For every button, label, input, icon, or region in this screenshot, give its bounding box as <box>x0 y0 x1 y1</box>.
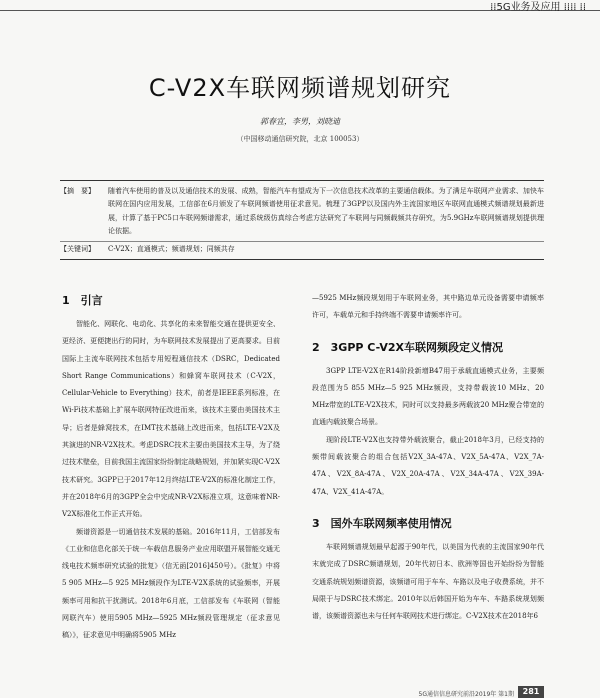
section-label: ⁞⁞5G业务及应用 ⁞⁞⁞⁞ ⁞⁞ <box>490 2 586 13</box>
section-heading-3gpp: 2 3GPP C-V2X车联网频段定义情况 <box>312 340 504 354</box>
keywords-text: C-V2X；直通模式；频谱规划；同频共存 <box>108 244 235 253</box>
authors: 郭春宜，李男，刘晓迪 <box>260 117 340 126</box>
section-heading-foreign: 3 国外车联网频率使用情况 <box>312 516 452 530</box>
intro-paragraph-2: 频谱资源是一切通信技术发展的基础。2016年11月，工信部发布《工业和信息化部关于统一车载信息服务产业应用联盟开展智能交通无线电技术频率研究试验的批复》（信无函[2016]450号）。《批复》中将5 905 MHz—5 925 MHz频段作为LTE-V2X系统的试验频率，开展频率可用和抗干扰测试。2018年6月底，工信部发布《车联网（智能网联汽车）使用5905 MHz—5925 MHz频段管理规定（征求意见稿）》，征求意见中明确将5905 MHz <box>62 527 280 640</box>
abstract-block <box>60 180 544 260</box>
paper-title: C-V2X车联网频谱规划研究 <box>148 74 452 102</box>
abstract-label: 【摘 要】 <box>60 187 95 195</box>
right-column <box>312 290 544 625</box>
3gpp-paragraph-1: 3GPP LTE-V2X在R14阶段新增B47用于承载直通模式业务，主要频段范围为5 855 MHz—5 925 MHz频段，支持带载波10 MHz、20 MHz带宽的LTE-V2X技术，同时可以支持最多两载波20 MHz聚合带宽的直通内载波聚合场景。 <box>312 366 544 427</box>
keywords-label: 【关键词】 <box>60 244 95 253</box>
journal-info: 5G通信信息研究前沿2019年 第1期 <box>418 691 514 698</box>
affiliation: （中国移动通信研究院，北京 100053） <box>236 135 364 143</box>
section-heading-intro: 1 引言 <box>62 294 103 307</box>
3gpp-paragraph-2: 现阶段LTE-V2X也支持带外载波聚合，截止2018年3月，已经支持的频带间载波聚合的组合包括V2X_3A-47A、V2X_5A-47A、V2X_7A-47A、V2X_8A-47A、V2X_20A-47A、V2X_34A-47A、V2X_39A-47A、V2X_41A-47A。 <box>312 435 544 496</box>
intro-paragraph-continued: —5925 MHz频段规划用于车联网业务，其中路边单元设备需要申请频率许可，车载单元和手持终端不需要申请频率许可。 <box>312 294 544 320</box>
abstract-row <box>60 185 544 239</box>
abstract-text: 随着汽车使用的普及以及通信技术的发展、成熟，智能汽车有望成为下一次信息技术改革的主要通信载体。为了满足车联网产业需求、加快车联网在国内应用发展，工信部在6月颁发了车联网频谱使用征求意见。梳理了3GPP以及国内外主流国家地区车联网直通模式频谱规划最新进展，计算了基于PC5口车联网频谱需求，通过系统级仿真综合考虑方法研究了车联网与同频载频共存研究，为5.9GHz车联网频谱规划提供理论依据。 <box>108 187 544 236</box>
running-header <box>0 0 600 11</box>
intro-paragraph-1: 智能化、网联化、电动化、共享化的未来智能交通在提供更安全、更经济、更便捷出行的同时，为车联网技术发展提出了更高要求。目前国际上主流车联网技术包括专用短程通信技术（DSRC，Dedicated Short Range Communications）和蜂窝车联网技术（C-V2X，Cellular-Vehicle to Everything）技术，前者是IEEE系列标准，在Wi-Fi技术基础上扩展车联网特征改进而来，该技术主要由美国技术主导；后者是蜂窝技术，在IMT技术基础上改进而来，包括LTE-V2X及其演进的NR-V2X技术。考虑DSRC技术主要由美国技术主导，为了绕过技术壁垒，目前我国主流国家纷纷制定战略规划，并加紧实现C-V2X技术研究。3GPP已于2017年12月终结LTE-V2X的标准化制定工作，并在2018年6月的3GPP全会中完成NR-V2X标准立项，这意味着NR-V2X标准化工作正式开始。 <box>62 320 280 519</box>
left-column <box>62 290 280 645</box>
keywords-row <box>60 241 544 256</box>
page-footer <box>0 688 600 698</box>
foreign-paragraph-1: 车联网频谱规划最早起源于90年代，以美国为代表的主流国家90年代末就完成了DSRC频谱规划，20年代初日本、欧洲等国也开始纷纷为智能交通系统规划频谱资源，该频谱可用于车车、车路以及电子收费系统，并不局限于与DSRC技术绑定。2010年以后韩国开始为车车、车路系统规划频谱，该频谱资源也未与任何车联网技术进行绑定。C-V2X技术在2018年6 <box>312 542 544 621</box>
page-number: 281 <box>518 686 544 698</box>
